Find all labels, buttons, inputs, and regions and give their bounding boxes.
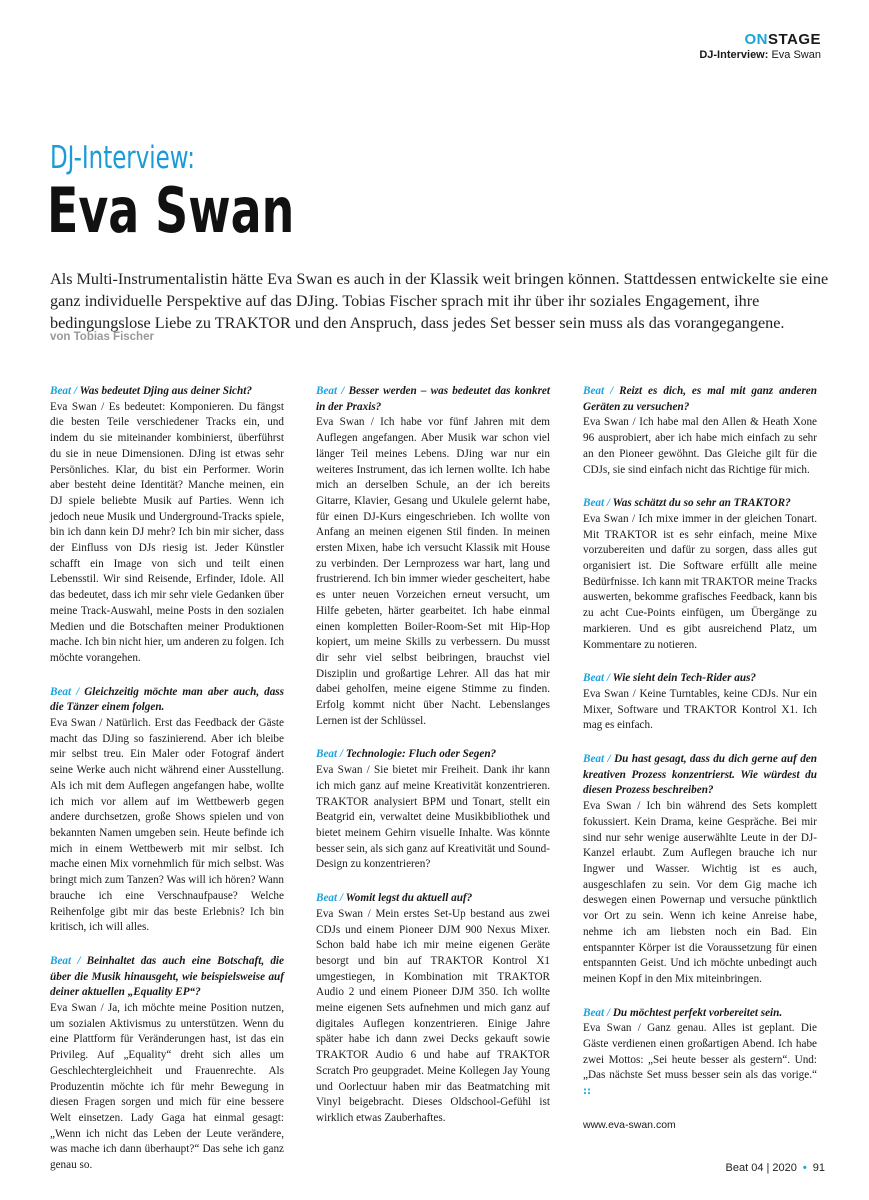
answer: Eva Swan / Ich bin während des Sets komplett fokussiert. Kein Drama, keine Gespräche. Bei mir sind nur sehr wenige auserwählte Leute in der DJ-Kanzel erlaubt. Zum Auflegen brauche ich nur Ingwer und Wasser. Wichtig ist es auch, ausgeschlafen zu sein. Vor dem Gig mache ich deswegen einen Powernap und versuche pünktlich vor Ort zu sein. Wenn ich keine Anreise habe, nehme ich am liebsten noch ein Bad. Ein entspannter Körper ist die Voraussetzung für einen entspannten Geist. Und ich möchte unbedingt auch meinen Kopf in den Mix miteinbringen.	[583, 800, 818, 985]
section-rubric	[699, 32, 821, 62]
answer-label: Eva Swan /	[50, 400, 105, 413]
question: Beat / Gleichzeitig möchte man aber auch, dass die Tänzer einem folgen.	[50, 685, 284, 714]
separator-dot-icon: •	[802, 1162, 807, 1174]
beat-label: Beat /	[583, 385, 614, 397]
answer: Eva Swan / Sie bietet mir Freiheit. Dank ihr kann ich mich ganz auf meine Kreativität konzentrieren. TRAKTOR analysiert BPM und Tonart, stellt ein Beatgrid ein, verwaltet deine Musikbibliothek und bietet meinem Gehirn visuelle Inhalte. Was könnte besser sein, als sich ganz auf Kreativität und Sound-Design zu konzentrieren?	[316, 764, 550, 871]
question: Beat / Was schätzt du so sehr an TRAKTOR?	[583, 497, 791, 510]
qa-block	[316, 384, 550, 729]
question: Beat / Was bedeutet Djing aus deiner Sicht?	[50, 385, 252, 397]
qa-block	[583, 496, 817, 653]
answer-label: Eva Swan /	[583, 512, 636, 525]
qa-block	[583, 1006, 817, 1100]
question: Beat / Wie sieht dein Tech-Rider aus?	[583, 672, 757, 685]
beat-label: Beat /	[50, 685, 80, 698]
section-kicker	[699, 32, 821, 48]
kicker-stage: STAGE	[767, 31, 821, 48]
issue-label: Beat 04 | 2020	[725, 1162, 797, 1174]
article-byline: von Tobias Fischer	[50, 331, 154, 343]
answer-label: Eva Swan /	[316, 907, 371, 920]
column-3	[583, 384, 817, 1134]
answer: Eva Swan / Mein erstes Set-Up bestand aus zwei CDJs und einem Pioneer DJM 900 Nexus Mixer. Schon bald habe ich mir meine eigenen Geräte besorgt und bin auf TRAKTOR Kontrol X1 umgestiegen, in Kombination mit TRAKTOR Audio 2 und einem Pioneer DJM 350. Ich wollte meine eigenen Sets aufnehmen und mich ganz auf digitales Auflegen konzentrieren. Einige Jahre später habe ich dann zwei Decks gekauft sowie TRAKTOR Audio 6 und habe auf TRAKTOR Scratch Pro geupgradet. Meine Kollegen Jay Young und Oorlectuur haben mir das Beatmatching mit Vinyl beigebracht. Dieses Oldschool-Gefühl ist wirklich etwas Zauberhaftes.	[316, 907, 550, 1124]
section-subtitle	[699, 48, 821, 62]
page-footer	[726, 1162, 825, 1174]
qa-block	[50, 685, 284, 936]
answer: Eva Swan / Ganz genau. Alles ist geplant. Die Gäste verdienen einen großartigen Abend. Ich habe zwei Mottos: „Sei heute besser als gestern“. Und: „Das nächste Set muss besser sein als das vorige.“ ::	[583, 1022, 818, 1098]
question: Beat / Du möchtest perfekt vorbereitet sein.	[583, 1006, 783, 1019]
answer-label: Eva Swan /	[583, 800, 641, 813]
article-lead: Als Multi-Instrumentalistin hätte Eva Swan es auch in der Klassik weit bringen können. Stattdessen entwickelte sie eine ganz individuelle Perspektive auf das DJing. Tobias Fischer sprach mit ihr über ihr soziales Engagement, ihre bedingungslose Liebe zu TRAKTOR und den Anspruch, dass jedes Set besser sein muss als das vorangegangene.	[50, 270, 829, 332]
question: Beat / Beinhaltet das auch eine Botschaft, die über die Musik hinausgeht, wie beispielsweise auf deiner aktuellen „Equality EP“?	[50, 954, 284, 999]
page-number: 91	[812, 1162, 825, 1174]
article-overline: DJ-Interview:	[50, 140, 196, 176]
question: Beat / Du hast gesagt, dass du dich gerne auf den kreativen Prozess konzentrierst. Wie würdest du diesen Prozess beschreiben?	[583, 753, 817, 797]
kicker-on: ON	[744, 31, 768, 48]
answer: Eva Swan / Keine Turntables, keine CDJs. Nur ein Mixer, Software und TRAKTOR Kontrol X1. Ich mag es einfach.	[583, 687, 818, 732]
answer: Eva Swan / Ich habe mal den Allen & Heath Xone 96 ausprobiert, aber ich habe mich einfach zu sehr an den Pioneer gewöhnt. Das Gleiche gilt für die CDJs, sie sind einfach nicht das Richtige für mich.	[583, 416, 817, 476]
beat-label: Beat /	[583, 1006, 611, 1019]
beat-label: Beat /	[316, 748, 344, 761]
beat-label: Beat /	[583, 753, 611, 766]
beat-label: Beat /	[316, 385, 345, 397]
article-headline: Eva Swan	[47, 174, 295, 247]
beat-label: Beat /	[50, 385, 78, 397]
answer-label: Eva Swan /	[583, 687, 636, 700]
column-1	[50, 384, 284, 1192]
answer-label: Eva Swan /	[50, 1002, 104, 1015]
answer: Eva Swan / Ich habe vor fünf Jahren mit dem Auflegen angefangen. Aber Musik war schon viel länger Teil meines Lebens. DJing war nur ein weiteres Instrument, das ich lernen wollte. Ich habe mich an derselben Schule, an der ich bereits Gitarre, Klavier, Gesang und Ukulele gelernt habe, für einen DJ-Kurs eingeschrieben. Ich wollte von Anfang an meinen eigenen Stil finden. In meinen ersten Mixen, habe ich versucht Klassik mit House zu verbinden. Der Lernprozess war hart, lang und frustrierend. Ich bin immer wieder gescheitert, habe es unter neuen Vorzeichen erneut versucht, um Hilfe gebeten, härter gearbeitet. Ich habe einmal einen kompletten Boiler-Room-Set mit Hip-Hop kopiert, um meine Skills zu verbessern. Du musst dir sehr viel selbst beibringen, brauchst viel Disziplin und großartige Lehrer. All das hat mir dabei geholfen, meine eigene Stimme zu finden. Erfolg kommt nicht über Nacht. Lebenslanges Lernen ist der Schlüssel.	[316, 416, 550, 727]
qa-block	[583, 384, 817, 478]
end-mark-icon: ::	[583, 1086, 591, 1098]
answer: Eva Swan / Ich mixe immer in der gleichen Tonart. Mit TRAKTOR ist es sehr einfach, meine Mixe vorzubereiten und dafür zu sorgen, dass alles gut organisiert ist. Die Software erfüllt alle meine Bedürfnisse. Ich kann mit TRAKTOR meine Tracks auswerten, bekomme grafisches Feedback, kann bis zu acht Cue-Points einfügen, um Übergänge zu markieren. Und es gibt ausreichend Platz, um Kommentare zu notieren.	[583, 512, 818, 651]
qa-block	[583, 671, 817, 734]
beat-label: Beat /	[583, 672, 611, 685]
question: Beat / Reizt es dich, es mal mit ganz anderen Geräten zu versuchen?	[583, 385, 817, 413]
answer-label: Eva Swan /	[50, 717, 103, 730]
question: Beat / Besser werden – was bedeutet das konkret in der Praxis?	[316, 385, 551, 413]
answer-label: Eva Swan /	[583, 1022, 641, 1035]
answer: Eva Swan / Natürlich. Erst das Feedback der Gäste macht das DJing so faszinierend. Aber ich bleibe mir selbst treu. Ein Maler oder Fotograf ändert seine Werke auch nicht während einer Ausstellung. Als ich mit dem Auflegen angefangen habe, wollte ich mich vor allem auf im Wettbewerb gegen andere durchsetzen, große Shows spielen und von bekannten Namen umgeben sein. Heute befinde ich mich in einem Wettbewerb mit mir selbst. Ich mache einen Mix vornehmlich für mich selbst. Was bringt mich zum Tanzen? Was will ich hören? Wann brauche ich eine Verschnaufpause? Welche Reihenfolge gibt mir das beste Erlebnis? Ich bin kritisch, ich will alles.	[50, 717, 285, 934]
answer-label: Eva Swan /	[316, 764, 370, 777]
question: Beat / Technologie: Fluch oder Segen?	[316, 748, 497, 761]
qa-block	[583, 752, 817, 988]
question: Beat / Womit legst du aktuell auf?	[316, 892, 473, 905]
answer-label: Eva Swan /	[583, 416, 636, 429]
qa-block	[316, 891, 550, 1127]
answer: Eva Swan / Ja, ich möchte meine Position nutzen, um sozialen Aktivismus zu unterstützen. Wenn du eine Plattform für Veränderungen hast, ist das ein Privileg. Auf „Equality“ dreht sich alles um Geschlechtergleichheit und Frauenrechte. Als Produzentin möchte ich für mehr Bewegung in diesen Fragen sorgen und mich für eine bessere Welt einsetzen. Lady Gaga hat einmal gesagt: „Wenn ich nicht das Leben der Leute verändere, was mache ich dann überhaupt?“ Das sehe ich ganz genau so.	[50, 1002, 284, 1172]
beat-label: Beat /	[50, 954, 81, 967]
answer: Eva Swan / Es bedeutet: Komponieren. Du fängst die besten Teile verschiedener Tracks ein, und indem du sie miteinander kombinierst, überführst du sie in neue Dimensionen. DJing ist etwas sehr Persönliches. Klar, du bist ein Performer. Worin aber besteht deine Identität? Manche meinen, ein DJ spiele beliebte Musik auf Parties. Wenn ich jedoch neue Musik und Underground-Tracks spiele, bin ich dann kein DJ mehr? Ich bin mir sicher, dass der Einfluss von DJs riesig ist. Jeder Künstler schafft ein Image von sich und teilt einen Lebensstil. Wir sind Reisende, Erfinder, Idole. All das bedeutet, dass ich mir sehr viele Gedanken über meine Track-Auswahl, meine Posts in den sozialen Medien und die Botschaften meiner Produktionen mache. Ich bin nicht hier, um anderen zu folgen. Ich möchte vorangehen.	[50, 400, 285, 664]
beat-label: Beat /	[583, 497, 611, 510]
qa-block	[316, 747, 550, 873]
subtitle-bold: DJ-Interview:	[699, 49, 769, 61]
answer-label: Eva Swan /	[316, 416, 374, 429]
qa-block	[50, 954, 284, 1174]
qa-block	[50, 384, 284, 667]
website-link[interactable]: www.eva-swan.com	[583, 1118, 676, 1131]
subtitle-rest: Eva Swan	[768, 49, 821, 61]
beat-label: Beat /	[316, 892, 344, 905]
column-2	[316, 384, 550, 1145]
